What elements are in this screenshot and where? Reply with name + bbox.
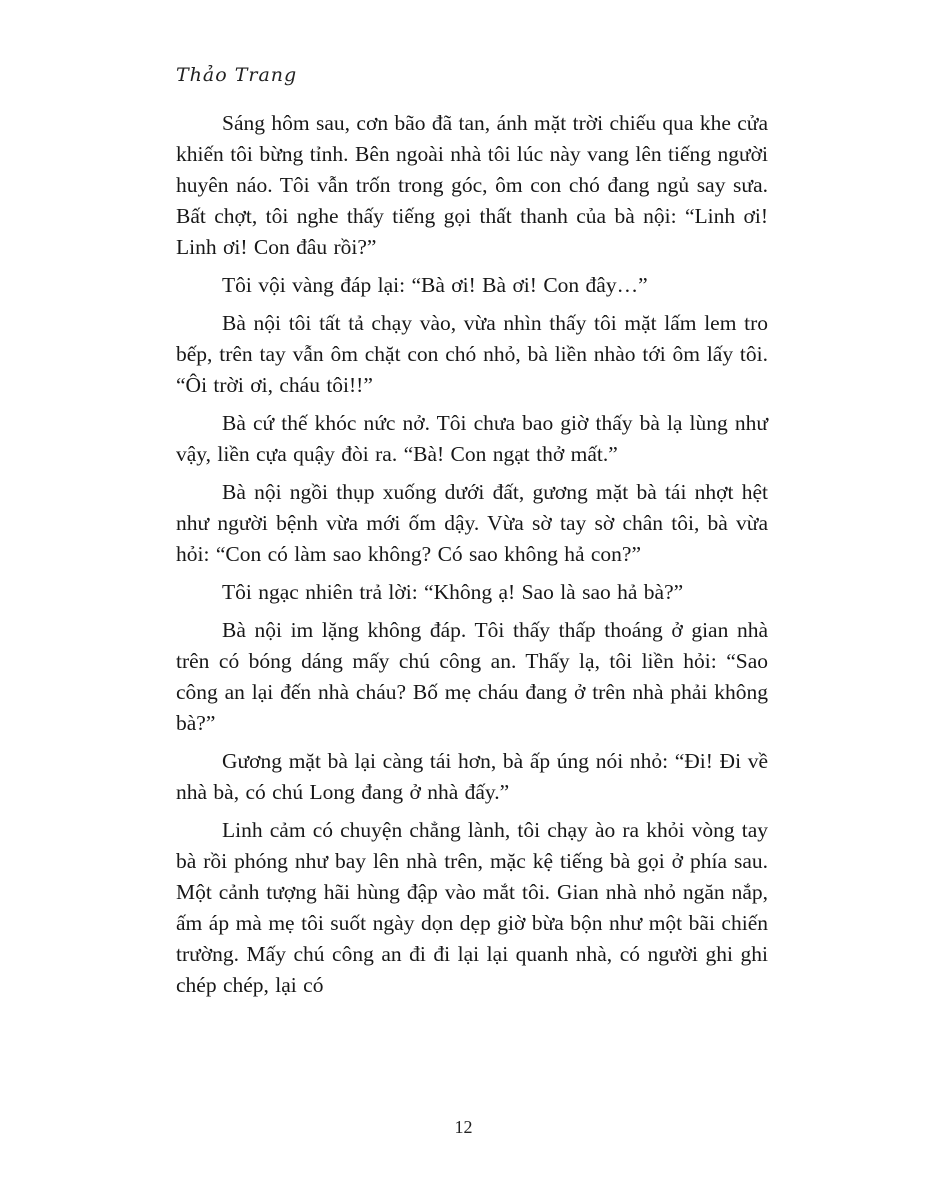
paragraph-4: Bà cứ thế khóc nức nở. Tôi chưa bao giờ thấy bà lạ lùng như vậy, liền cựa quậy đòi ra. “Bà! Con ngạt thở mất.”: [176, 411, 768, 466]
paragraph-6: Tôi ngạc nhiên trả lời: “Không ạ! Sao là sao hả bà?”: [222, 580, 684, 604]
paragraph-5: Bà nội ngồi thụp xuống dưới đất, gương mặt bà tái nhợt hệt như người bệnh vừa mới ốm dậy. Vừa sờ tay sờ chân tôi, bà vừa hỏi: “Con có làm sao không? Có sao không hả con?”: [176, 480, 768, 566]
page-number: 12: [454, 1117, 473, 1137]
paragraph-8: Gương mặt bà lại càng tái hơn, bà ấp úng nói nhỏ: “Đi! Đi về nhà bà, có chú Long đang ở nhà đấy.”: [176, 749, 768, 804]
author-header: Thảo Trang: [176, 64, 298, 86]
paragraph-1: Sáng hôm sau, cơn bão đã tan, ánh mặt trời chiếu qua khe cửa khiến tôi bừng tỉnh. Bên ngoài nhà tôi lúc này vang lên tiếng người huyên náo. Tôi vẫn trốn trong góc, ôm con chó đang ngủ say sưa. Bất chợt, tôi nghe thấy tiếng gọi thất thanh của bà nội: “Linh ơi! Linh ơi! Con đâu rồi?”: [176, 111, 768, 259]
page-body: [176, 108, 768, 1008]
paragraph-3: Bà nội tôi tất tả chạy vào, vừa nhìn thấy tôi mặt lấm lem tro bếp, trên tay vẫn ôm chặt con chó nhỏ, bà liền nhào tới ôm lấy tôi. “Ôi trời ơi, cháu tôi!!”: [176, 311, 768, 397]
paragraph-7: Bà nội im lặng không đáp. Tôi thấy thấp thoáng ở gian nhà trên có bóng dáng mấy chú công an. Thấy lạ, tôi liền hỏi: “Sao công an lại đến nhà cháu? Bố mẹ cháu đang ở trên nhà phải không bà?”: [176, 618, 768, 735]
paragraph-9: Linh cảm có chuyện chẳng lành, tôi chạy ào ra khỏi vòng tay bà rồi phóng như bay lên nhà trên, mặc kệ tiếng bà gọi ở phía sau. Một cảnh tượng hãi hùng đập vào mắt tôi. Gian nhà nhỏ ngăn nắp, ấm áp mà mẹ tôi suốt ngày dọn dẹp giờ bừa bộn như một bãi chiến trường. Mấy chú công an đi đi lại lại quanh nhà, có người ghi ghi chép chép, lại có: [176, 818, 768, 997]
paragraph-2: Tôi vội vàng đáp lại: “Bà ơi! Bà ơi! Con đây…”: [222, 273, 648, 297]
